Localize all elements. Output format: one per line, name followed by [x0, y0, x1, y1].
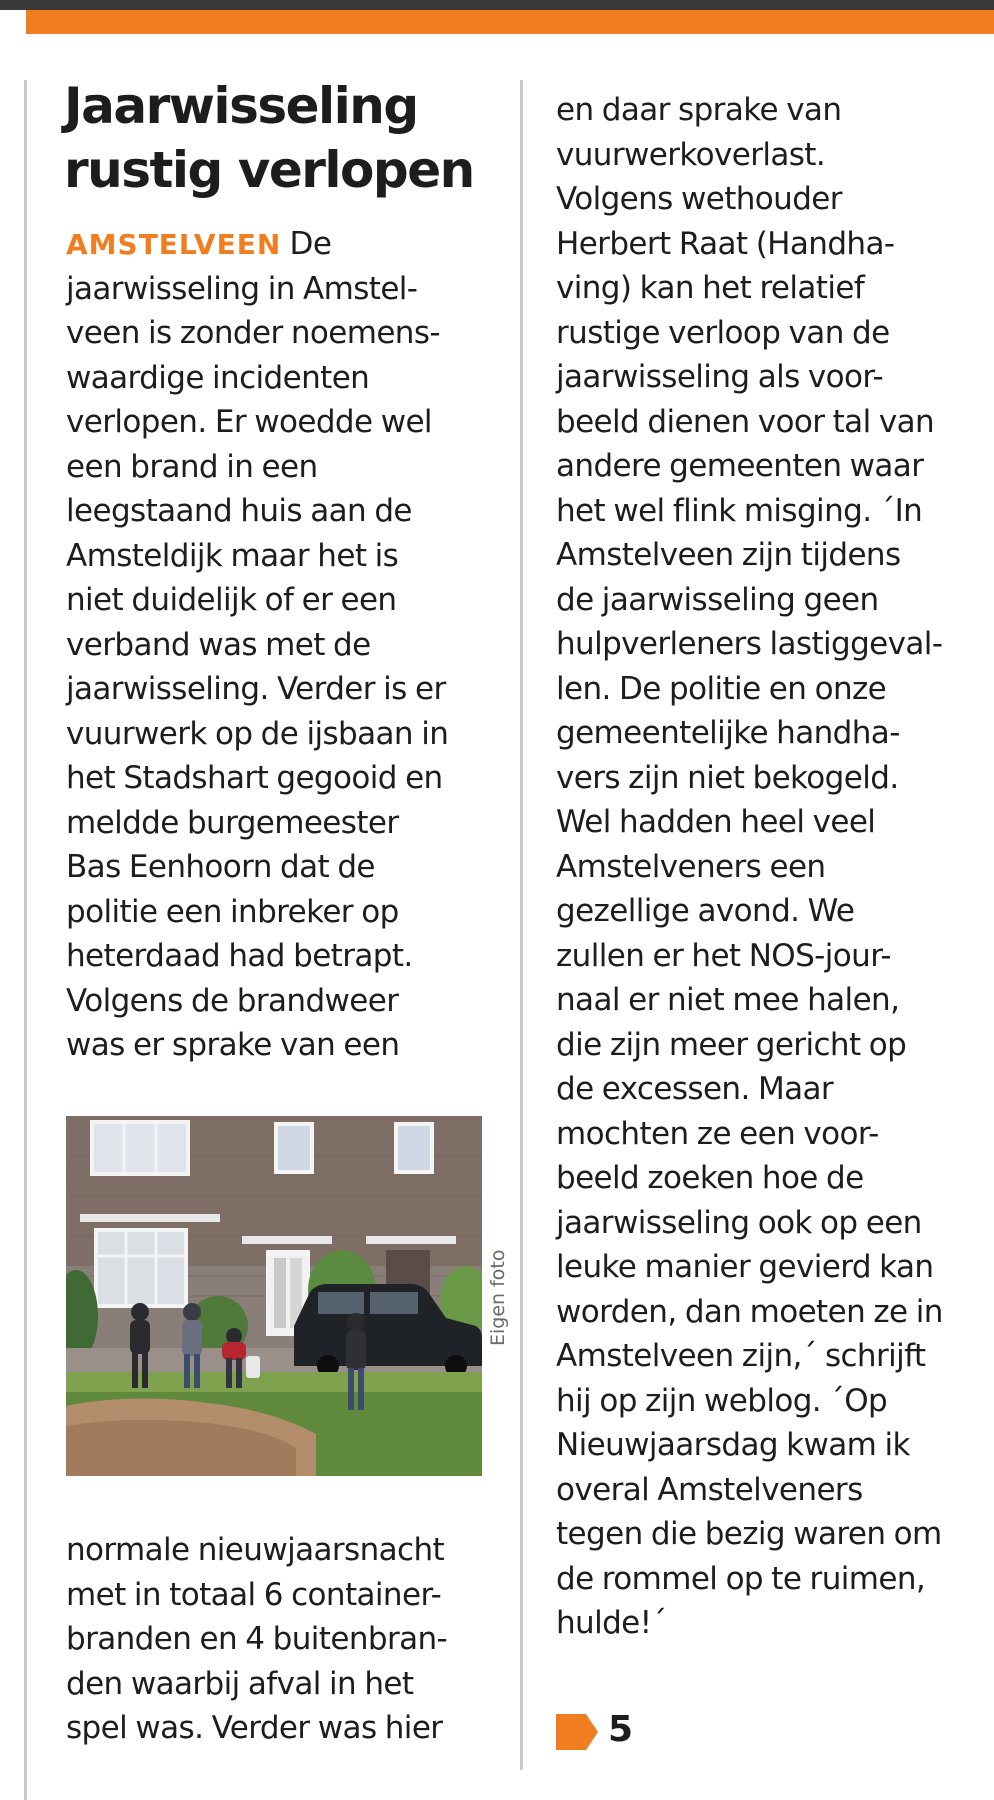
- article-photo: [66, 1116, 482, 1476]
- article-column-2: [556, 88, 943, 1646]
- text-line: leuke manier gevierd kan: [556, 1249, 934, 1285]
- text-line: jaarwisseling ook op een: [556, 1204, 922, 1241]
- text-line: gemeentelijke handha-: [556, 715, 900, 751]
- text-line: de jaarwisseling geen: [556, 581, 879, 618]
- text-line: Wel hadden heel veel: [556, 804, 876, 840]
- text-line: zullen er het NOS-jour-: [556, 937, 891, 974]
- text-line: het wel flink misging. ´In: [556, 492, 923, 529]
- text-line: len. De politie en onze: [556, 670, 887, 707]
- article-column-1-top: [66, 222, 448, 1068]
- text-line: heterdaad had betrapt.: [66, 938, 413, 974]
- text-line: die zijn meer gericht op: [556, 1026, 907, 1063]
- headline-line: Jaarwisseling: [64, 77, 418, 135]
- text-line: beeld dienen voor tal van: [556, 403, 935, 440]
- headline-line: rustig verlopen: [64, 141, 474, 199]
- text-line: hulpverleners lastiggeval-: [556, 626, 943, 662]
- text-line: hij op zijn weblog. ´Op: [556, 1382, 888, 1419]
- text-line: andere gemeenten waar: [556, 448, 924, 484]
- text-line: leegstaand huis aan de: [66, 493, 412, 529]
- text-line: was er sprake van een: [66, 1027, 400, 1063]
- text-line: hulde!´: [556, 1605, 667, 1641]
- text-line: den waarbij afval in het: [66, 1665, 414, 1702]
- text-line: Amstelveen zijn tijdens: [556, 537, 901, 573]
- text-line: meldde burgemeester: [66, 804, 399, 841]
- text-line: Herbert Raat (Handha-: [556, 225, 895, 262]
- arrow-marker-icon: [556, 1712, 600, 1752]
- text-line: [66, 222, 448, 267]
- text-line: het Stadshart gegooid en: [66, 760, 443, 796]
- text-line: met in totaal 6 container-: [66, 1576, 442, 1613]
- text-line: overal Amstelveners: [556, 1471, 863, 1508]
- middle-column-rule: [520, 80, 523, 1770]
- text-line: een brand in een: [66, 448, 318, 485]
- text-line: jaarwisseling. Verder is er: [66, 671, 446, 707]
- text-line: en daar sprake van: [556, 92, 842, 128]
- article-column-1-bottom: [66, 1528, 447, 1751]
- text-line: Nieuwjaarsdag kwam ik: [556, 1427, 910, 1463]
- text-line: politie een inbreker op: [66, 893, 399, 930]
- text-line: niet duidelijk of er een: [66, 582, 397, 618]
- text-line: Amstelveen zijn,´ schrijft: [556, 1338, 926, 1374]
- text-line: mochten ze een voor-: [556, 1115, 879, 1152]
- text-line: Amsteldijk maar het is: [66, 537, 399, 574]
- photo-credit: Eigen foto: [487, 1249, 509, 1346]
- text-line: Volgens de brandweer: [66, 982, 399, 1019]
- text-line: waardige incidenten: [66, 359, 370, 396]
- text-line: branden en 4 buitenbran-: [66, 1621, 448, 1657]
- text-line: gezellige avond. We: [556, 893, 855, 929]
- text-line: vuurwerk op de ijsbaan in: [66, 715, 449, 752]
- text-line: veen is zonder noemens-: [66, 315, 440, 351]
- text-line: verlopen. Er woedde wel: [66, 404, 432, 440]
- text-line: beeld zoeken hoe de: [556, 1160, 864, 1196]
- text-line: de excessen. Maar: [556, 1071, 834, 1107]
- text-line: Bas Eenhoorn dat de: [66, 849, 375, 885]
- text-line: Volgens wethouder: [556, 181, 842, 217]
- top-dark-strip: [0, 0, 994, 10]
- page-number: 5: [608, 1709, 634, 1750]
- dateline: AMSTELVEEN: [66, 228, 282, 261]
- text-line: vuurwerkoverlast.: [556, 136, 826, 173]
- text-line: verband was met de: [66, 626, 371, 663]
- text-line: worden, dan moeten ze in: [556, 1293, 943, 1330]
- text-line: de rommel op te ruimen,: [556, 1560, 926, 1597]
- text-line: tegen die bezig waren om: [556, 1516, 942, 1552]
- orange-header-bar: [26, 10, 994, 34]
- text-line: Amstelveners een: [556, 848, 826, 885]
- text-line: jaarwisseling als voor-: [556, 359, 884, 395]
- text-line: spel was. Verder was hier: [66, 1710, 443, 1746]
- article-headline: [64, 74, 504, 202]
- text-line: vers zijn niet bekogeld.: [556, 759, 899, 796]
- text-line: jaarwisseling in Amstel-: [66, 270, 418, 307]
- text-line: ving) kan het relatief: [556, 270, 865, 306]
- text-line: normale nieuwjaarsnacht: [66, 1532, 445, 1568]
- text-line: rustige verloop van de: [556, 314, 890, 351]
- text-fragment: De: [289, 226, 332, 262]
- text-line: naal er niet mee halen,: [556, 982, 900, 1018]
- left-column-rule: [24, 80, 27, 1800]
